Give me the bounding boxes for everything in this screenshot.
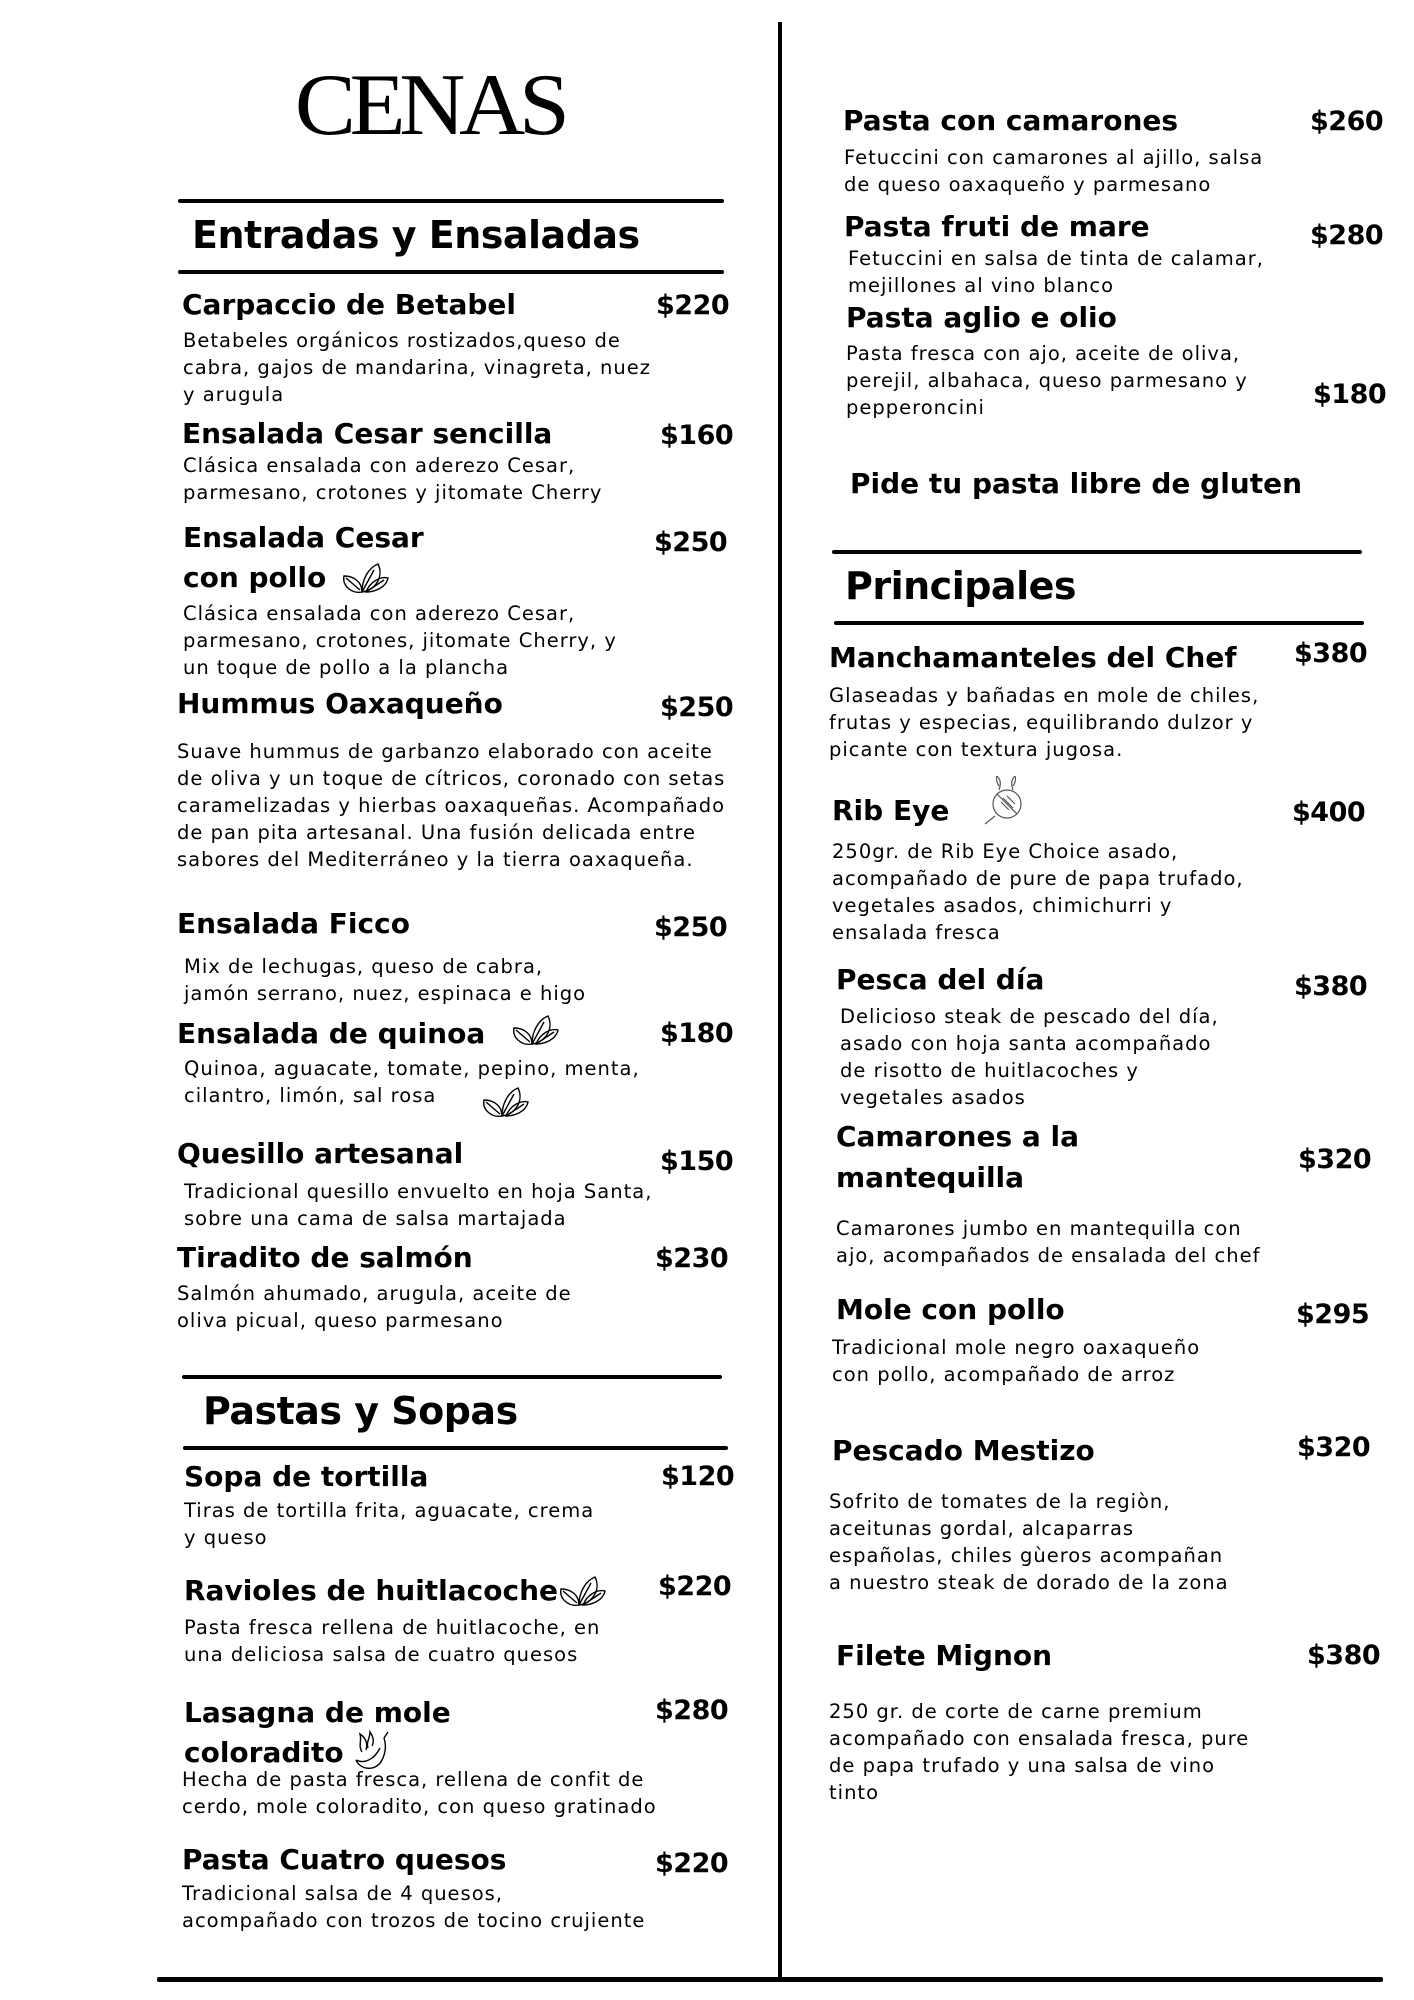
- item-price: $160: [660, 420, 734, 451]
- item-price: $380: [1294, 638, 1368, 669]
- item-name: Filete Mignon: [836, 1639, 1053, 1672]
- item-description: Mix de lechugas, queso de cabra, jamón serrano, nuez, espinaca e higo: [184, 955, 587, 1005]
- item-name: Pasta con camarones: [843, 104, 1179, 137]
- item-name: Pasta aglio e olio: [846, 301, 1117, 334]
- item-name: Sopa de tortilla: [184, 1460, 429, 1493]
- item-description: Pasta fresca rellena de huitlacoche, en una deliciosa salsa de cuatro quesos: [184, 1616, 601, 1666]
- leaf-icon: [480, 1086, 532, 1120]
- item-name: coloradito: [184, 1736, 344, 1769]
- item-description: 250gr. de Rib Eye Choice asado, acompañado de pure de papa trufado, vegetales asados, chimichurri y ensalada fresca: [832, 840, 1244, 944]
- item-name: Lasagna de mole: [184, 1696, 451, 1729]
- leaf-icon: [557, 1575, 609, 1609]
- item-name: Manchamanteles del Chef: [829, 641, 1237, 674]
- item-price: $260: [1310, 106, 1384, 137]
- item-price: $120: [661, 1461, 735, 1492]
- item-name: Ensalada de quinoa: [177, 1017, 486, 1050]
- column-divider: [778, 22, 782, 1980]
- item-price: $320: [1298, 1144, 1372, 1175]
- gluten-free-icon: [983, 776, 1029, 828]
- item-description: Tradicional quesillo envuelto en hoja Santa, sobre una cama de salsa martajada: [184, 1180, 653, 1230]
- item-price: $220: [658, 1571, 732, 1602]
- item-price: $250: [654, 527, 728, 558]
- item-description: Betabeles orgánicos rostizados,queso de cabra, gajos de mandarina, vinagreta, nuez y arugula: [183, 329, 651, 406]
- item-description: Glaseadas y bañadas en mole de chiles, frutas y especias, equilibrando dulzor y picante con textura jugosa.: [829, 684, 1260, 761]
- item-name: Quesillo artesanal: [177, 1137, 464, 1170]
- item-name: Ensalada Cesar sencilla: [182, 417, 553, 450]
- item-description: Fetuccini con camarones al ajillo, salsa de queso oaxaqueño y parmesano: [844, 146, 1264, 196]
- item-description: Tradicional salsa de 4 quesos, acompañado con trozos de tocino crujiente: [182, 1882, 646, 1932]
- item-name: Ensalada Ficco: [177, 907, 410, 940]
- item-description: Delicioso steak de pescado del día, asado con hoja santa acompañado de risotto de huitlacoches y vegetales asados: [840, 1005, 1219, 1109]
- item-price: $150: [660, 1146, 734, 1177]
- item-price: $295: [1296, 1299, 1370, 1330]
- item-description: Suave hummus de garbanzo elaborado con aceite de oliva y un toque de cítricos, coronado con setas caramelizadas y hierbas oaxaqueñas. Acompañado de pan pita artesanal. Una fusión delicada entre sabores del Mediterráneo y la tierra oaxaqueña.: [177, 740, 726, 871]
- bottom-rule: [157, 1977, 1383, 1982]
- item-name: Ensalada Cesar: [183, 521, 424, 554]
- item-price: $180: [660, 1018, 734, 1049]
- item-description: Hecha de pasta fresca, rellena de confit de cerdo, mole coloradito, con queso gratinado: [182, 1768, 657, 1818]
- item-name: con pollo: [183, 561, 327, 594]
- item-price: $380: [1307, 1640, 1381, 1671]
- item-price: $280: [655, 1695, 729, 1726]
- section-rule-top: [182, 1375, 722, 1379]
- item-description: Tradicional mole negro oaxaqueño con pollo, acompañado de arroz: [832, 1336, 1201, 1386]
- item-price: $380: [1294, 971, 1368, 1002]
- item-name: Ravioles de huitlacoche: [184, 1574, 559, 1607]
- item-price: $250: [660, 692, 734, 723]
- item-price: $400: [1292, 797, 1366, 828]
- item-description: 250 gr. de corte de carne premium acompañado con ensalada fresca, pure de papa trufado y una salsa de vino tinto: [829, 1700, 1250, 1804]
- item-name: Camarones a la: [836, 1120, 1080, 1153]
- item-description: Clásica ensalada con aderezo Cesar, parmesano, crotones, jitomate Cherry, y un toque de pollo a la plancha: [183, 602, 617, 679]
- item-price: $230: [655, 1243, 729, 1274]
- item-price: $320: [1297, 1432, 1371, 1463]
- leaf-icon: [510, 1014, 562, 1048]
- item-name: Pasta Cuatro quesos: [182, 1843, 507, 1876]
- item-name: Hummus Oaxaqueño: [177, 687, 503, 720]
- item-name: mantequilla: [836, 1161, 1025, 1194]
- item-price: $220: [655, 1848, 729, 1879]
- item-name: Carpaccio de Betabel: [182, 288, 516, 321]
- item-description: Quinoa, aguacate, tomate, pepino, menta, cilantro, limón, sal rosa: [184, 1057, 640, 1107]
- item-name: Pasta fruti de mare: [844, 210, 1150, 243]
- item-price: $180: [1313, 379, 1387, 410]
- item-description: Fetuccini en salsa de tinta de calamar, mejillones al vino blanco: [848, 247, 1264, 297]
- item-name: Pesca del día: [836, 963, 1045, 996]
- item-price: $280: [1310, 220, 1384, 251]
- item-name: Mole con pollo: [836, 1293, 1065, 1326]
- item-description: Camarones jumbo en mantequilla con ajo, acompañados de ensalada del chef: [836, 1217, 1261, 1267]
- gluten-free-note: Pide tu pasta libre de gluten: [850, 467, 1303, 500]
- item-description: Pasta fresca con ajo, aceite de oliva, perejil, albahaca, queso parmesano y pepperoncini: [846, 342, 1248, 419]
- item-description: Salmón ahumado, arugula, aceite de oliva picual, queso parmesano: [177, 1282, 572, 1332]
- item-name: Tiradito de salmón: [177, 1241, 473, 1274]
- item-description: Clásica ensalada con aderezo Cesar, parmesano, crotones y jitomate Cherry: [183, 454, 603, 504]
- section-rule-top: [178, 199, 724, 203]
- section-heading-principales: Principales: [845, 564, 1076, 608]
- section-rule-bottom: [183, 1446, 728, 1450]
- section-rule-top: [832, 550, 1362, 554]
- section-rule-bottom: [834, 621, 1364, 625]
- item-price: $220: [656, 290, 730, 321]
- item-description: Sofrito de tomates de la regiòn, aceitunas gordal, alcaparras españolas, chiles gùeros acompañan a nuestro steak de dorado de la zona: [829, 1490, 1229, 1594]
- item-description: Tiras de tortilla frita, aguacate, crema y queso: [184, 1499, 595, 1549]
- section-heading-entradas: Entradas y Ensaladas: [192, 213, 640, 257]
- section-heading-pastas: Pastas y Sopas: [203, 1389, 518, 1433]
- menu-title: CENAS: [294, 57, 564, 154]
- item-name: Pescado Mestizo: [832, 1434, 1095, 1467]
- section-rule-bottom: [178, 270, 724, 274]
- item-price: $250: [654, 912, 728, 943]
- leaf-icon: [340, 562, 392, 596]
- item-name: Rib Eye: [832, 794, 950, 827]
